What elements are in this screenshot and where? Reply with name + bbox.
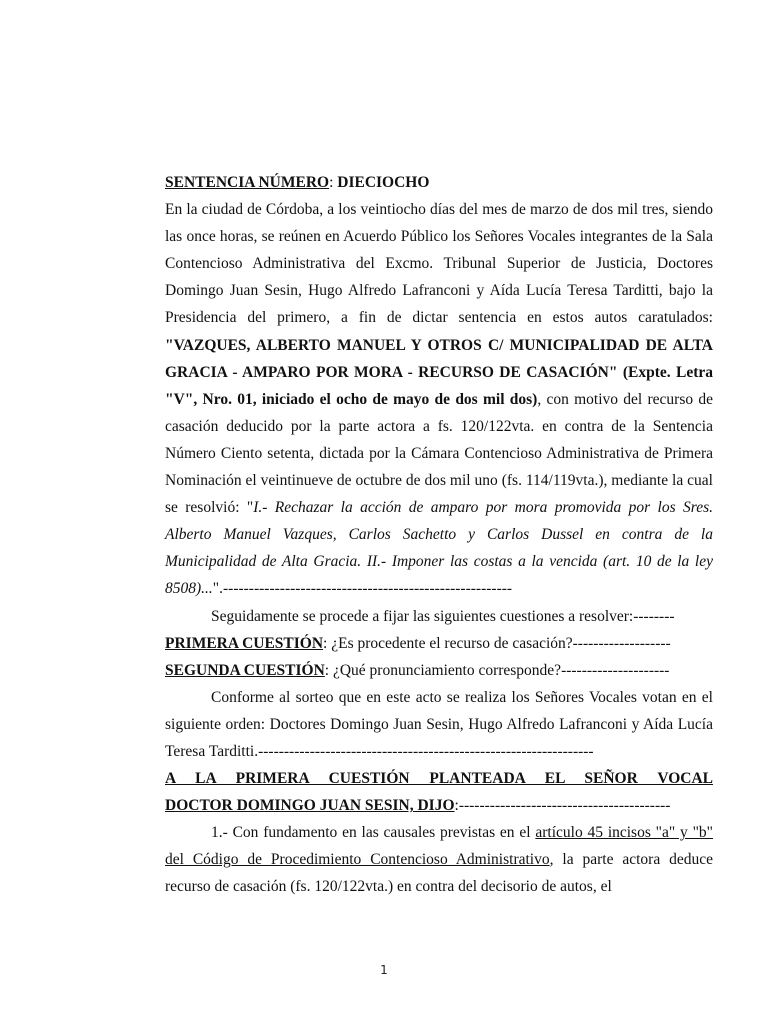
- vote-heading-tail: :-----------------------------------------: [454, 797, 671, 815]
- intro-paragraph: [165, 196, 713, 602]
- sentence-heading-separator: :: [329, 174, 338, 191]
- resolution-quote: I.- Rechazar la acción de amparo por mora promovida por los Sres. Alberto Manuel Vazques, Carlos Sachetto y Carlos Dussel en contra de la Municipalidad de Alta Gracia. II.- Imponer las costas a la vencida (art. 10 de la ley 8508)...: [165, 499, 713, 598]
- first-vote-text-2: , la parte actora deduce recurso de casación (fs. 120/122vta.) en contra del decisorio de autos, el: [165, 851, 713, 896]
- document-body: [165, 169, 713, 901]
- intro-text-3: ".--------------------------------------------------------: [212, 580, 513, 598]
- second-question: [165, 657, 713, 684]
- second-question-label: SEGUNDA CUESTIÓN: [165, 661, 325, 679]
- sentence-number: DIECIOCHO: [337, 174, 430, 191]
- sentence-heading-label: SENTENCIA NÚMERO: [165, 174, 330, 191]
- first-question-label: PRIMERA CUESTIÓN: [165, 634, 324, 652]
- vote-heading: [165, 765, 713, 792]
- first-question: [165, 630, 713, 657]
- vote-heading-second: [165, 792, 713, 819]
- first-vote-text-1: 1.- Con fundamento en las causales previstas en el: [211, 824, 536, 842]
- page-number: 1: [380, 963, 388, 977]
- voting-order-paragraph: Conforme al sorteo que en este acto se realiza los Señores Vocales votan en el siguiente orden: Doctores Domingo Juan Sesin, Hugo Alfredo Lafranconi y Aída Lucía Teresa Tarditti.-----------------------------------------------------------------: [165, 688, 713, 760]
- intro-text-2: , con motivo del recurso de casación deducido por la parte actora a fs. 120/122vta. en contra de la Sentencia Número Ciento setenta, dictada por la Cámara Contencioso Administrativa de Primera Nominación el veintinueve de octubre de dos mil uno (fs. 114/119vta.), mediante la cual se resolvió: ": [165, 390, 714, 517]
- vote-heading-line-1: A LA PRIMERA CUESTIÓN PLANTEADA EL SEÑOR VOCAL: [165, 770, 713, 788]
- first-vote-paragraph: [165, 819, 713, 900]
- intro-text-1: En la ciudad de Córdoba, a los veintiocho días del mes de marzo de dos mil tres, siendo las once horas, se reúnen en Acuerdo Público los Señores Vocales integrantes de la Sala Contencioso Administrativa del Excmo. Tribunal Superior de Justicia, Doctores Domingo Juan Sesin, Hugo Alfredo Lafranconi y Aída Lucía Teresa Tarditti, bajo la Presidencia del primero, a fin de dictar sentencia en estos autos caratulados:: [165, 201, 713, 327]
- second-question-text: : ¿Qué pronunciamiento corresponde?---------------------: [324, 661, 670, 679]
- questions-intro: Seguidamente se procede a fijar las siguientes cuestiones a resolver:--------: [211, 607, 675, 625]
- first-question-text: : ¿Es procedente el recurso de casación?-------------------: [323, 634, 671, 652]
- vote-heading-line-2: DOCTOR DOMINGO JUAN SESIN, DIJO: [165, 797, 455, 815]
- sentence-heading: [165, 169, 713, 196]
- article-reference-link[interactable]: artículo 45 incisos "a" y "b" del Código de Procedimiento Contencioso Administrativo: [165, 824, 713, 869]
- case-caption: "VAZQUES, ALBERTO MANUEL Y OTROS C/ MUNICIPALIDAD DE ALTA GRACIA - AMPARO POR MORA - RECURSO DE CASACIÓN" (Expte. Letra "V", Nro. 01, iniciado el ocho de mayo de dos mil dos): [165, 336, 713, 408]
